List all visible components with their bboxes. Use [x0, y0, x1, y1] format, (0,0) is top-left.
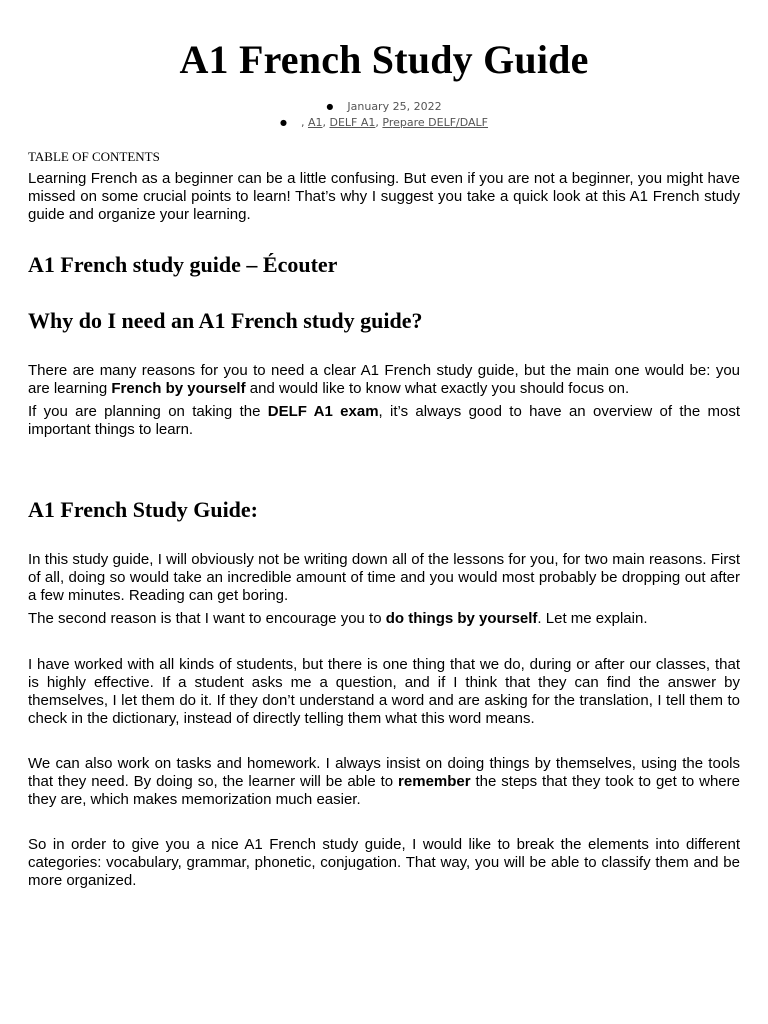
- heading-why: Why do I need an A1 French study guide?: [28, 308, 423, 333]
- second-text-1: The second reason is that I want to encourage you to: [28, 610, 386, 627]
- tag-link-a1[interactable]: A1: [307, 116, 323, 129]
- delf-bold: DELF A1 exam: [267, 403, 379, 420]
- reasons-text-1: There are many reasons for you to need a clear A1 French study guide, but the main one would be: you are learning: [28, 362, 740, 397]
- order-paragraph: So in order to give you a nice A1 French study guide, I would like to break the elements into different categories: vocabulary, grammar, phonetic, conjugation. That way, you will be able to classify them and be more organized.: [28, 836, 740, 889]
- second-bold: do things by yourself: [385, 610, 538, 627]
- tasks-paragraph: [28, 755, 740, 809]
- tag-link-delf-a1[interactable]: DELF A1: [329, 116, 376, 129]
- tag-separator: ,: [322, 116, 330, 129]
- heading-study-guide: A1 French Study Guide:: [28, 497, 259, 522]
- second-text-2: . Let me explain.: [537, 610, 648, 627]
- worked-paragraph: I have worked with all kinds of students, but there is one thing that we do, during or after our classes, that is highly effective. If a student asks me a question, and if I think that they can find the answer by themselves, I let them do it. If they don’t understand a word and are asking for the translation, I tell them to check in the dictionary, instead of directly telling them what this word means.: [28, 656, 740, 727]
- page-title: A1 French Study Guide: [179, 37, 589, 82]
- post-tags-row: [28, 115, 740, 131]
- reasons-paragraph: [28, 362, 740, 398]
- study-paragraph: In this study guide, I will obviously not be writing down all of the lessons for you, for two main reasons. First of all, doing so would take an incredible amount of time and you would most probably be dropping out after a few minutes. Reading can get boring.: [28, 551, 740, 604]
- delf-text-1: If you are planning on taking the: [28, 403, 268, 420]
- post-meta: [28, 99, 740, 131]
- post-date-row: [28, 99, 740, 115]
- reasons-bold: French by yourself: [111, 380, 246, 397]
- tag-link-prepare-delf-dalf[interactable]: Prepare DELF/DALF: [382, 116, 489, 129]
- intro-paragraph: Learning French as a beginner can be a little confusing. But even if you are not a beginner, you might have missed on some crucial points to learn! That’s why I suggest you take a quick look at this A1 French study guide and organize your learning.: [28, 170, 740, 223]
- second-reason-paragraph: [28, 610, 740, 628]
- bullet-icon: ●: [279, 118, 287, 127]
- reasons-text-2: and would like to know what exactly you should focus on.: [245, 380, 630, 397]
- bullet-icon: ●: [326, 102, 334, 111]
- table-of-contents-toggle[interactable]: TABLE OF CONTENTS: [28, 149, 160, 164]
- tasks-text-1: We can also work on tasks and homework. I always insist on doing things by themselves, using the tools that they need. By doing so, the learner will be able to: [28, 755, 740, 790]
- post-date: January 25, 2022: [347, 100, 442, 113]
- heading-ecouter: A1 French study guide – Écouter: [28, 252, 338, 277]
- delf-paragraph: [28, 403, 740, 439]
- tags-prefix: ,: [300, 116, 305, 129]
- tag-separator: ,: [375, 116, 383, 129]
- tasks-bold: remember: [398, 773, 471, 790]
- tasks-text-2: the steps that they took to get to where they are, which makes memorization much easier.: [28, 773, 740, 808]
- article: [28, 0, 740, 890]
- delf-text-2: , it’s always good to have an overview of the most important things to learn.: [28, 403, 740, 438]
